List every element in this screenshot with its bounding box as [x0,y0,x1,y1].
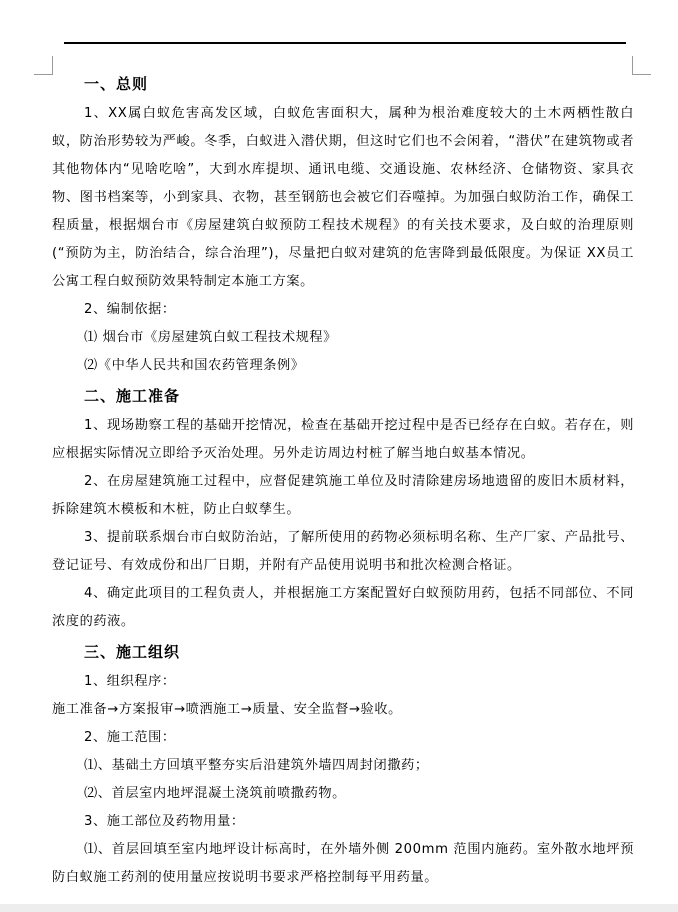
section-heading-preparation: 二、施工准备 [84,387,181,405]
document-body[interactable] [52,68,634,892]
header-rule [64,42,626,44]
paragraph: 2、施工范围： [84,730,176,745]
paragraph: 1、组织程序： [84,674,176,689]
page-bottom-edge [0,904,678,912]
paragraph: 1、现场勘察工程的基础开挖情况，检查在基础开挖过程中是否已经存在白蚁。若存在，则应根据实际情况立即给予灭治处理。另外走访周边村桩了解当地白蚁基本情况。 [52,418,634,461]
paragraph: ⑴、首层回填至室内地坪设计标高时，在外墙外侧 200mm 范围内施药。室外散水地坪预防白蚁施工药剂的使用量应按说明书要求严格控制每平用药量。 [52,842,634,885]
paragraph: 3、施工部位及药物用量： [84,814,245,829]
paragraph: 3、提前联系烟台市白蚁防治站，了解所使用的药物必须标明名称、生产厂家、产品批号、登记证号、有效成份和出厂日期，并附有产品使用说明书和批次检测合格证。 [52,530,634,573]
paragraph: 1、XX属白蚁危害高发区域，白蚁危害面积大，属种为根治难度较大的土木两栖性散白蚁，防治形势较为严峻。冬季，白蚁进入潜伏期，但这时它们也不会闲着，“潜伏”在建筑物或者其他物体内“见啥吃啥”，大到水库提坝、通讯电缆、交通设施、农林经济、仓储物资、家具衣物、图书档案等，小到家具、衣物，甚至钢筋也会被它们吞噬掉。为加强白蚁防治工作，确保工程质量，根据烟台市《房屋建筑白蚁预防工程技术规程》的有关技术要求，及白蚁的治理原则(“预防为主，防治结合，综合治理”)，尽量把白蚁对建筑的危害降到最低限度。为保证 XX员工公寓工程白蚁预防效果特制定本施工方案。 [52,106,634,289]
section-heading-organization: 三、施工组织 [84,643,181,661]
section-heading-general: 一、总则 [84,75,149,93]
process-flow: 施工准备→方案报审→喷洒施工→质量、安全监督→验收。 [52,702,402,717]
paragraph: 2、在房屋建筑施工过程中，应督促建筑施工单位及时清除建房场地遗留的废旧木质材料，拆除建筑木模板和木桩，防止白蚁孳生。 [52,474,634,517]
list-item: ⑵、首层室内地坪混凝土浇筑前喷撒药物。 [84,786,346,801]
list-item: ⑴ 烟台市《房屋建筑白蚁工程技术规程》 [84,330,337,345]
paragraph: 4、确定此项目的工程负责人，并根据施工方案配置好白蚁预防用药，包括不同部位、不同浓度的药液。 [52,586,634,629]
margin-corner-mark-left [34,56,53,75]
paragraph: 2、编制依据： [84,302,176,317]
list-item: ⑵《中华人民共和国农药管理条例》 [84,358,305,373]
list-item: ⑴、基础土方回填平整夯实后沿建筑外墙四周封闭撒药； [84,758,429,773]
margin-corner-mark-right [632,56,651,75]
